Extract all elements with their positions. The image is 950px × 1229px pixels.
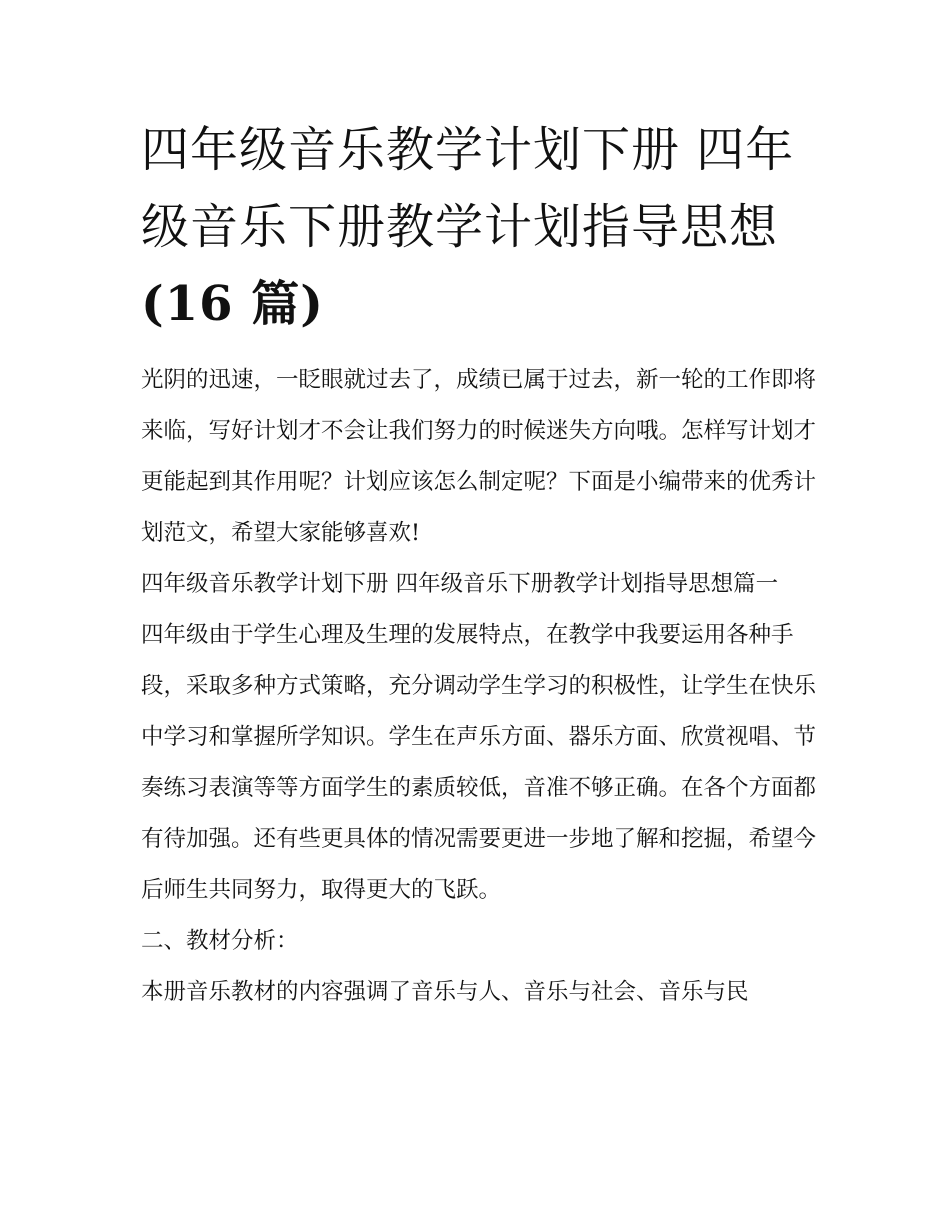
document-page — [141, 112, 821, 1018]
title-line-1: 四年级音乐教学计划下册 四年 — [141, 122, 795, 178]
body-paragraph-2: 本册音乐教材的内容强调了音乐与人、音乐与社会、音乐与民 — [141, 979, 749, 1005]
subsection-heading: 二、教材分析： — [141, 928, 299, 954]
body-paragraph: 四年级由于学生心理及生理的发展特点，在教学中我要运用各种手段，采取多种方式策略，充分调动学生学习的积极性，让学生在快乐中学习和掌握所学知识。学生在声乐方面、器乐方面、欣赏视唱、节奏练习表演等等方面学生的素质较低，音准不够正确。在各个方面都有待加强。还有些更具体的情况需要更进一步地了解和挖掘，希望今后师生共同努力，取得更大的飞跃。 — [141, 622, 817, 903]
document-title — [141, 112, 821, 343]
intro-paragraph: 光阴的迅速，一眨眼就过去了，成绩已属于过去，新一轮的工作即将来临，写好计划才不会让我们努力的时候迷失方向哦。怎样写计划才更能起到其作用呢？计划应该怎么制定呢？下面是小编带来的优秀计划范文，希望大家能够喜欢! — [141, 367, 817, 546]
title-line-2: 级音乐下册教学计划指导思想 — [141, 199, 779, 255]
title-line-3: (16 篇) — [141, 276, 324, 332]
section-heading: 四年级音乐教学计划下册 四年级音乐下册教学计划指导思想篇一 — [141, 571, 779, 597]
